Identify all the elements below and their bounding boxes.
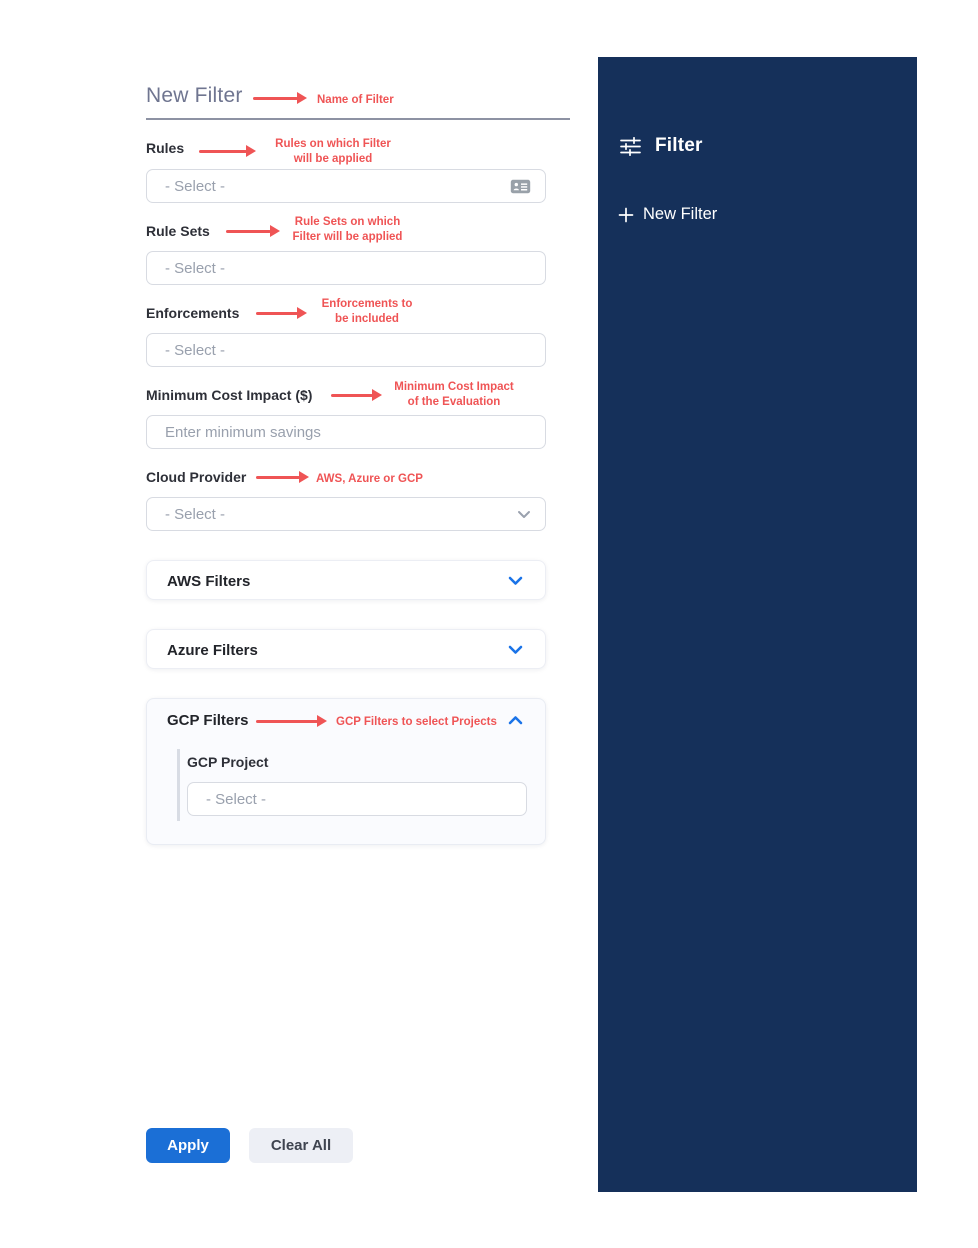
chevron-down-icon — [517, 510, 531, 519]
chevron-up-icon — [508, 715, 523, 725]
annotation-arrow — [256, 476, 300, 479]
annotation-arrow — [226, 230, 271, 233]
filter-sidebar — [598, 57, 917, 1192]
min-cost-impact-label: Minimum Cost Impact ($) — [146, 387, 313, 403]
annotation-title: Name of Filter — [317, 94, 394, 106]
sidebar-item-new-filter[interactable] — [618, 205, 717, 224]
annotation-arrow — [253, 97, 298, 100]
min-cost-impact-input[interactable] — [146, 415, 546, 449]
annotation-arrow — [331, 394, 373, 397]
cloud-provider-label: Cloud Provider — [146, 469, 247, 485]
annotation-arrow — [199, 150, 247, 153]
rules-label: Rules — [146, 140, 185, 156]
cloud-provider-select[interactable] — [146, 497, 546, 531]
enforcements-select-placeholder: - Select - — [165, 341, 226, 359]
azure-filters-label: Azure Filters — [167, 641, 258, 659]
rules-select-placeholder: - Select - — [165, 177, 226, 195]
sliders-icon — [620, 137, 641, 156]
enforcements-select[interactable] — [146, 333, 546, 367]
gcp-project-select-placeholder: - Select - — [206, 790, 267, 808]
chevron-down-icon — [508, 645, 523, 655]
gcp-project-label: GCP Project — [187, 754, 269, 770]
cloud-provider-select-placeholder: - Select - — [165, 505, 226, 523]
sidebar-header — [620, 135, 703, 157]
annotation-rules: Rules on which Filter will be applied — [275, 138, 391, 165]
azure-filters-section — [146, 629, 546, 669]
page-title: New Filter — [146, 84, 243, 107]
gcp-filters-label: GCP Filters — [167, 711, 249, 729]
gcp-section-indent-line — [177, 749, 180, 821]
aws-filters-label: AWS Filters — [167, 572, 251, 590]
contact-card-icon — [510, 179, 531, 194]
plus-icon — [618, 207, 634, 223]
rules-select[interactable] — [146, 169, 546, 203]
clear-all-button[interactable]: Clear All — [249, 1128, 353, 1163]
enforcements-label: Enforcements — [146, 305, 240, 321]
annotation-rule-sets: Rule Sets on which Filter will be applied — [292, 216, 403, 243]
annotation-arrow — [256, 312, 298, 315]
sidebar-title: Filter — [655, 135, 703, 156]
annotation-gcp: GCP Filters to select Projects — [336, 716, 497, 728]
annotation-enforcements: Enforcements to be included — [321, 298, 413, 325]
azure-filters-toggle[interactable] — [147, 630, 545, 670]
apply-button[interactable]: Apply — [146, 1128, 230, 1163]
rule-sets-select[interactable] — [146, 251, 546, 285]
title-divider — [146, 118, 570, 120]
rule-sets-label: Rule Sets — [146, 223, 210, 239]
rule-sets-select-placeholder: - Select - — [165, 259, 226, 277]
gcp-project-select[interactable] — [187, 782, 527, 816]
annotation-cloud-provider: AWS, Azure or GCP — [316, 473, 423, 485]
annotation-min-cost: Minimum Cost Impact of the Evaluation — [394, 381, 514, 408]
sidebar-item-label: New Filter — [643, 205, 718, 223]
chevron-down-icon — [508, 576, 523, 586]
aws-filters-toggle[interactable] — [147, 561, 545, 601]
annotation-arrow — [256, 720, 318, 723]
aws-filters-section — [146, 560, 546, 600]
